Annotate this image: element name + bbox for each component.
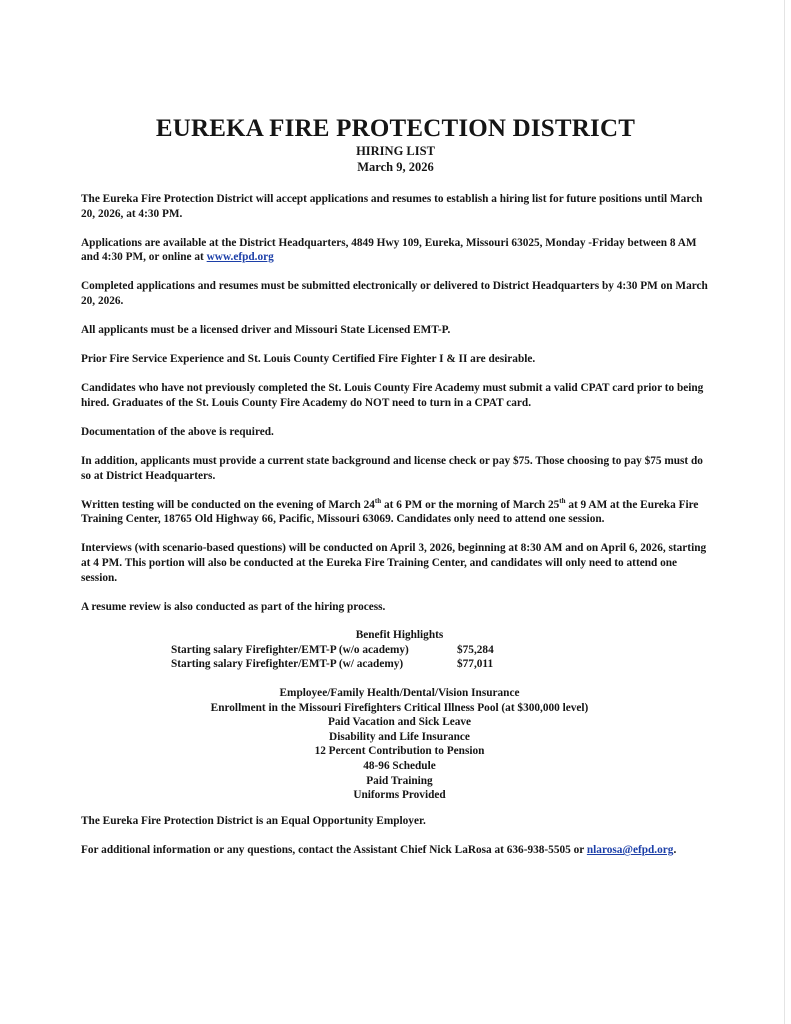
salary-label: Starting salary Firefighter/EMT-P (w/o academy) — [171, 643, 409, 656]
perk-item: Uniforms Provided — [353, 789, 446, 802]
ordinal-suffix: th — [559, 496, 566, 505]
document-title: EUREKA FIRE PROTECTION DISTRICT — [155, 115, 636, 142]
paragraph-cpat: Candidates who have not previously completed the St. Louis County Fire Academy must submit a valid CPAT card prior to being hired. Graduates of the St. Louis County Fire Academy do NOT need to turn in a CPAT card. — [81, 382, 704, 409]
paragraph-documentation: Documentation of the above is required. — [81, 425, 274, 438]
contact-text: For additional information or any questions, contact the Assistant Chief Nick LaRosa at 636-938-5505 or — [81, 844, 587, 857]
contact-email-link[interactable]: nlarosa@efpd.org — [586, 844, 674, 857]
perk-item: Paid Vacation and Sick Leave — [327, 716, 472, 729]
testing-text-b: at 6 PM or the morning of March 25 — [381, 498, 560, 511]
perk-item: Enrollment in the Missouri Firefighters Critical Illness Pool (at $300,000 level) — [210, 701, 589, 714]
document-header — [0, 115, 791, 175]
document-footer — [81, 814, 721, 872]
availability-text: Applications are available at the District Headquarters, 4849 Hwy 109, Eureka, Missouri 63025, Monday -Friday between 8 AM and 4:30 PM, or online at — [81, 236, 697, 264]
paragraph-interviews: Interviews (with scenario-based questions) will be conducted on April 3, 2026, beginning at 8:30 AM and on April 6, 2026, starting at 4 PM. This portion will also be conducted at the Eureka Fire Training Center, and candidates will only need to attend one session. — [81, 542, 707, 584]
paragraph-submission: Completed applications and resumes must be submitted electronically or delivered to District Headquarters by 4:30 PM on March 20, 2026. — [81, 280, 708, 307]
ordinal-suffix: th — [374, 496, 382, 505]
paragraph-desirable: Prior Fire Service Experience and St. Louis County Certified Fire Fighter I & II are desirable. — [81, 353, 536, 366]
salary-value: $75,284 — [457, 643, 494, 656]
testing-text-c: at 9 AM at the Eureka Fire Training Center, 18765 Old Highway 66, Pacific, Missouri 63069. Candidates only need to attend one session. — [81, 498, 699, 526]
document-subtitle: HIRING LIST — [356, 144, 435, 158]
document-date: March 9, 2026 — [357, 160, 434, 174]
paragraph-background-check: In addition, applicants must provide a current state background and license check or pay $75. Those choosing to pay $75 must do so at District Headquarters. — [81, 455, 703, 482]
benefits-section — [0, 628, 791, 672]
equal-opportunity-statement: The Eureka Fire Protection District is an Equal Opportunity Employer. — [81, 815, 426, 827]
paragraph-availability — [81, 236, 713, 265]
salary-row — [0, 657, 791, 672]
paragraph-deadline: The Eureka Fire Protection District will accept applications and resumes to establish a hiring list for future positions until March 20, 2026, at 4:30 PM. — [81, 193, 703, 220]
testing-text-a: Written testing will be conducted on the evening of March 24 — [81, 498, 375, 511]
perk-item: Paid Training — [366, 774, 433, 787]
body-text — [81, 192, 713, 629]
perk-item: 48-96 Schedule — [363, 759, 436, 772]
perks-list — [0, 686, 791, 803]
perk-item: 12 Percent Contribution to Pension — [314, 745, 485, 758]
website-link[interactable]: www.efpd.org — [206, 251, 274, 264]
salary-value: $77,011 — [457, 658, 494, 670]
salary-row — [0, 643, 791, 658]
salary-label: Starting salary Firefighter/EMT-P (w/ academy) — [171, 658, 404, 670]
paragraph-requirements: All applicants must be a licensed driver and Missouri State Licensed EMT-P. — [81, 324, 451, 337]
perk-item: Disability and Life Insurance — [329, 730, 470, 743]
contact-paragraph — [81, 843, 721, 858]
paragraph-resume-review: A resume review is also conducted as part of the hiring process. — [81, 600, 386, 613]
benefits-heading: Benefit Highlights — [355, 629, 444, 641]
perk-item: Employee/Family Health/Dental/Vision Insurance — [279, 687, 520, 699]
contact-suffix: . — [673, 844, 677, 857]
paragraph-testing — [81, 498, 713, 527]
